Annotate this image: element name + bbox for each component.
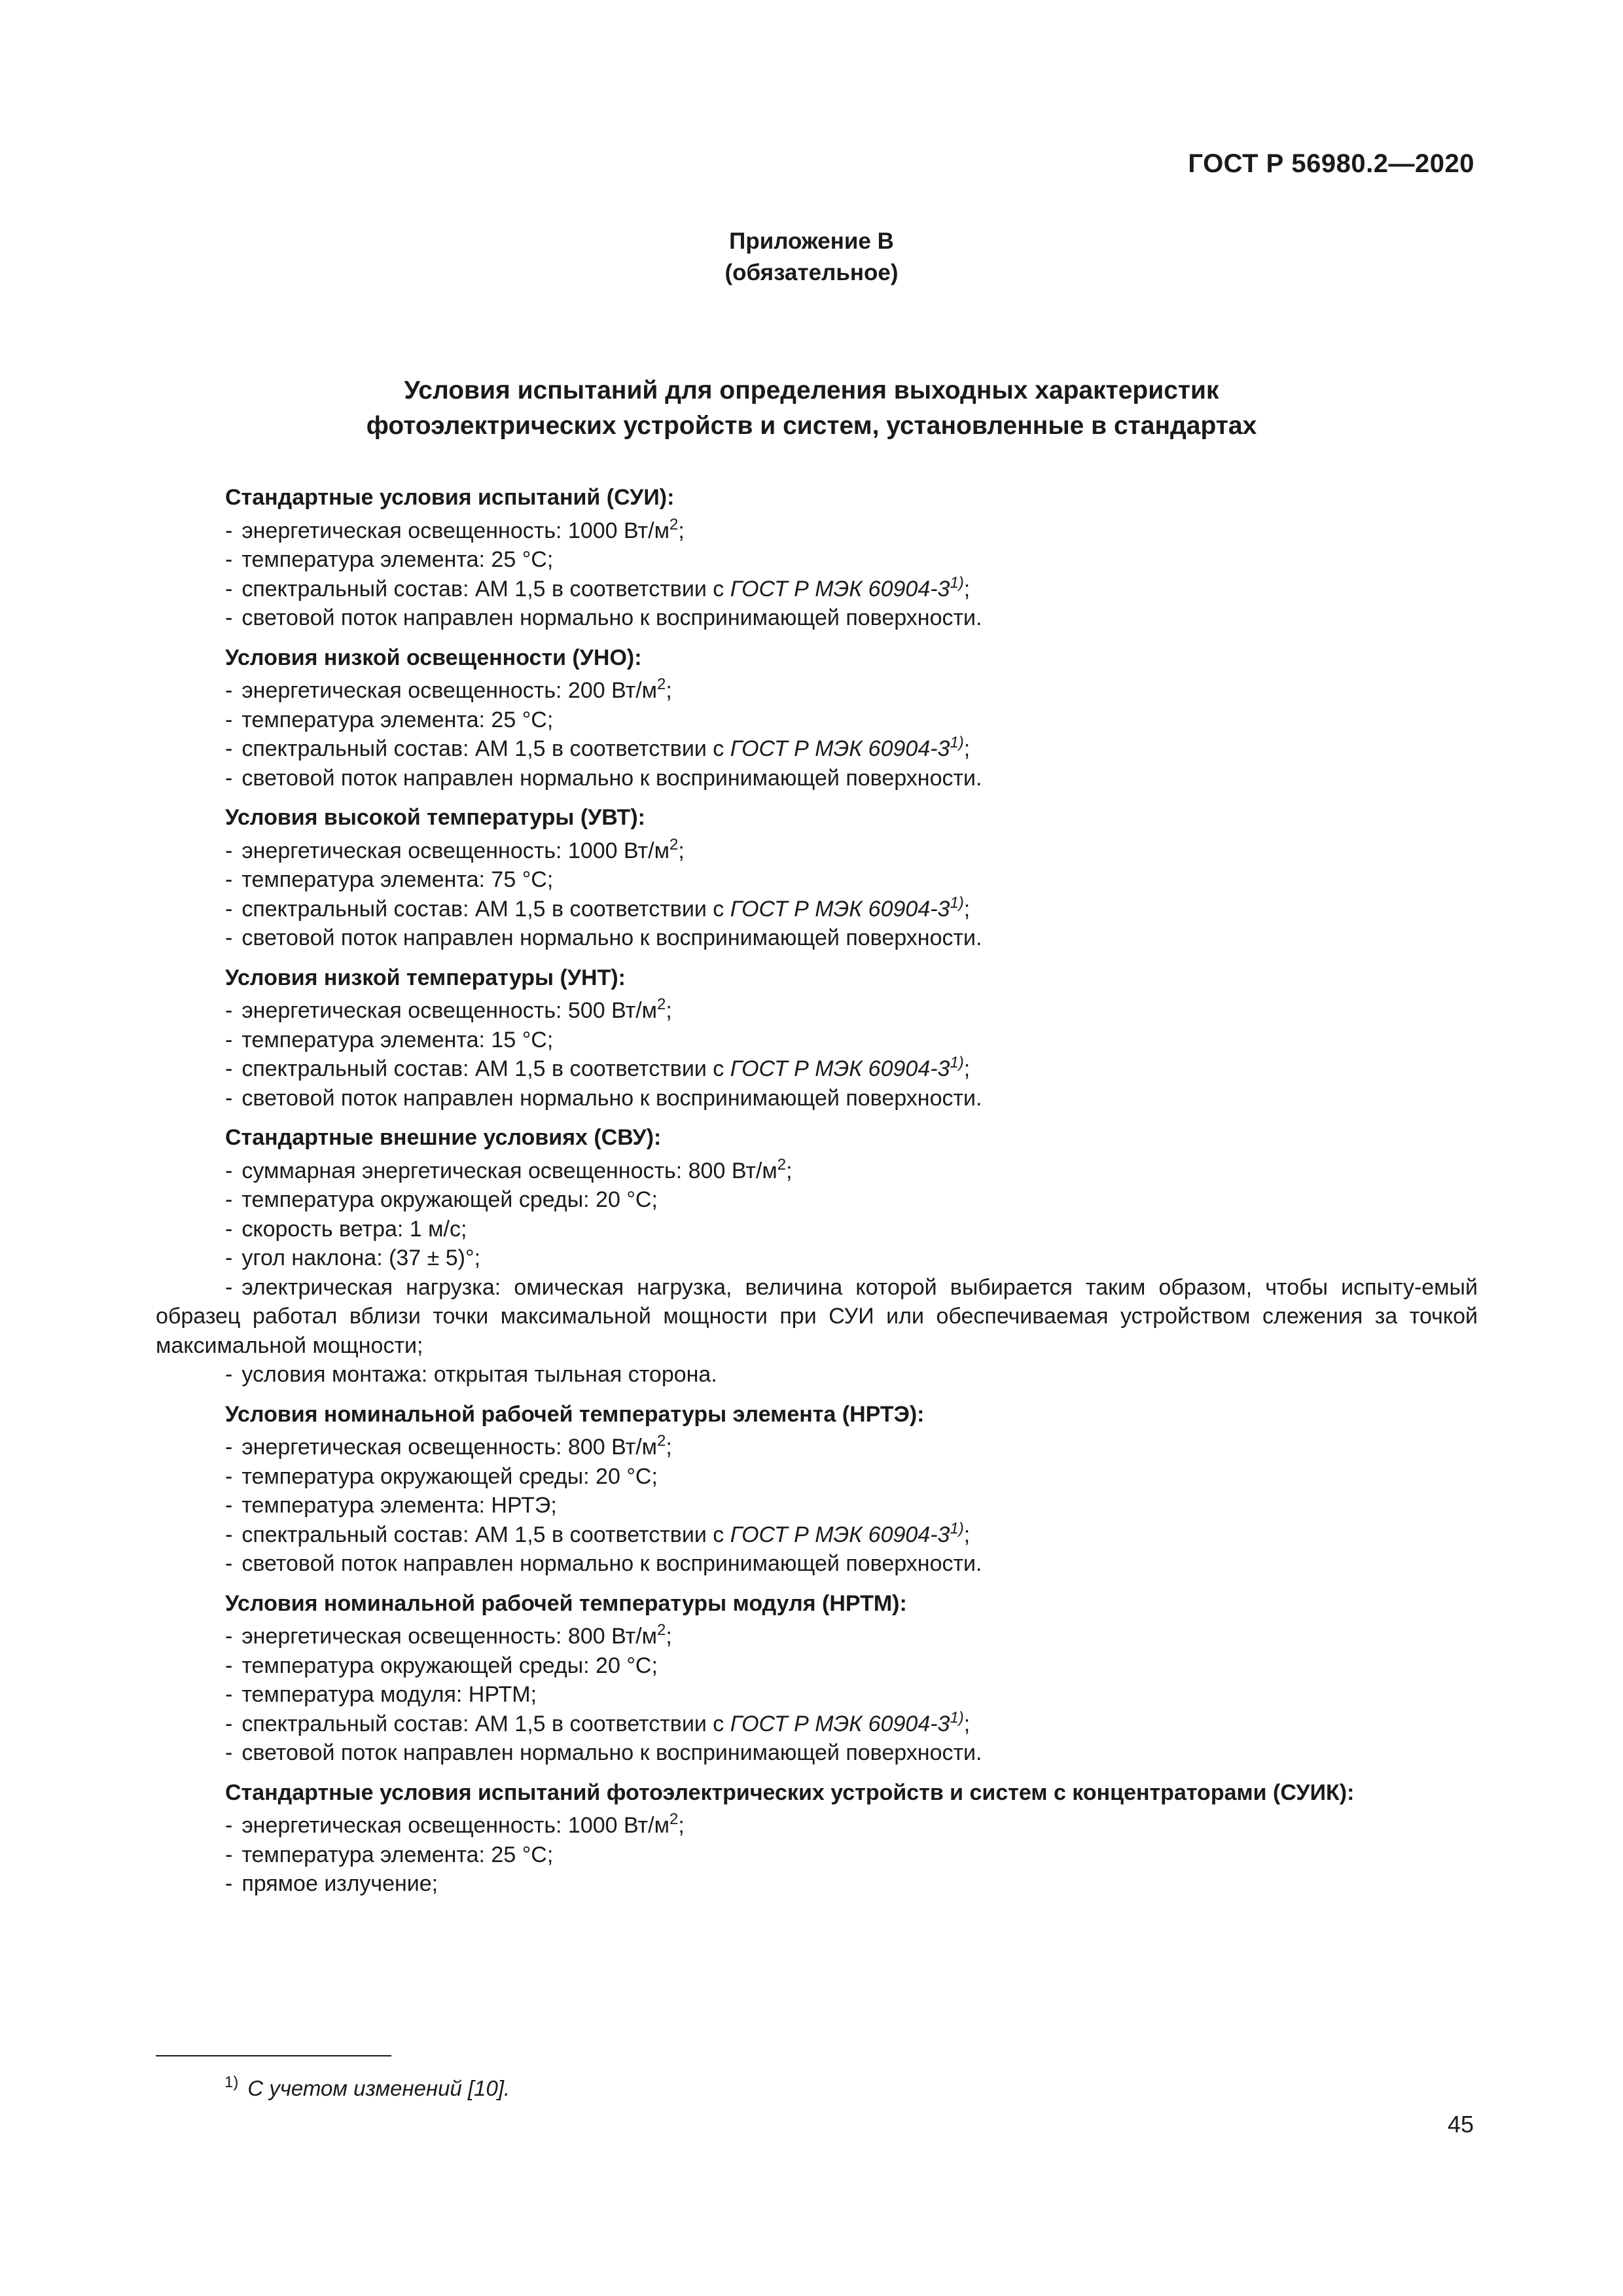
item-text: спектральный состав: АМ 1,5 в соответствии с [241,576,730,601]
list-item [156,1157,1478,1186]
list-item [156,1549,1478,1579]
item-text: энергетическая освещенность: 1000 Вт/м [241,1813,669,1838]
item-text: температура элемента: 25 °С; [241,1842,554,1867]
bullet-dash: - [225,1246,233,1270]
item-text: температура окружающей среды: 20 °С; [241,1463,658,1489]
standard-reference: ГОСТ Р МЭК 60904-3 [730,1056,950,1081]
list-item [156,1520,1478,1550]
bullet-dash: - [225,1362,233,1387]
list-item [156,545,1478,575]
superscript: 2 [669,515,679,533]
item-text: угол наклона: (37 ± 5)°; [241,1246,481,1270]
standard-reference: ГОСТ Р МЭК 60904-3 [730,576,950,601]
bullet-dash: - [225,998,233,1023]
item-text: спектральный состав: АМ 1,5 в соответствии с [241,1522,730,1547]
superscript: 2 [657,675,666,693]
footnote [224,2068,510,2103]
item-text: спектральный состав: АМ 1,5 в соответствии с [241,896,730,922]
list-item [156,1680,1478,1710]
list-item [156,1491,1478,1520]
standard-reference: ГОСТ Р МЭК 60904-3 [730,736,950,761]
list-item [156,1462,1478,1492]
item-text: световой поток направлен нормально к воспринимающей поверхности. [241,605,982,630]
list-item [156,1215,1478,1244]
item-text: прямое излучение; [241,1871,438,1896]
bullet-dash: - [225,1274,233,1300]
list-item [156,1651,1478,1681]
bullet-dash: - [225,838,233,863]
footnote-reference: 1) [950,1054,964,1071]
bullet-dash: - [225,1187,233,1212]
bullet-dash: - [225,576,233,601]
item-punctuation: ; [963,1522,971,1547]
item-text: спектральный состав: АМ 1,5 в соответствии с [241,1711,730,1736]
list-item [156,1084,1478,1113]
condition-section [156,1400,1478,1579]
page-number: 45 [1447,2111,1474,2138]
list-item [156,764,1478,793]
footnote-reference: 1) [950,893,964,912]
item-punctuation: ; [963,576,971,601]
section-heading: Стандартные условия испытаний фотоэлектрических устройств и систем с концентраторами (СУИК): [225,1780,1355,1805]
superscript: 2 [777,1155,787,1174]
list-item [156,676,1478,706]
item-punctuation: ; [678,838,685,863]
item-text: световой поток направлен нормально к воспринимающей поверхности. [241,765,982,791]
bullet-dash: - [225,1711,233,1736]
list-item [156,1811,1478,1840]
bullet-dash: - [225,1158,233,1183]
bullet-dash: - [225,925,233,950]
item-text: температура элемента: 75 °С; [241,867,554,892]
item-text: световой поток направлен нормально к воспринимающей поверхности. [241,1551,982,1576]
item-text: энергетическая освещенность: 200 Вт/м [241,678,658,703]
bullet-dash: - [225,707,233,732]
document-code: ГОСТ Р 56980.2—2020 [1188,149,1474,178]
item-text: условия монтажа: открытая тыльная сторона. [241,1362,717,1387]
superscript: 2 [657,996,666,1013]
section-heading: Условия низкой освещенности (УНО): [225,645,642,670]
list-item [156,734,1478,764]
standard-reference: ГОСТ Р МЭК 60904-3 [730,1522,950,1547]
superscript: 2 [669,1810,679,1828]
bullet-dash: - [225,1842,233,1867]
section-heading: Условия номинальной рабочей температуры модуля (НРТМ): [225,1590,907,1616]
item-text: температура окружающей среды: 20 °С; [241,1653,658,1678]
bullet-dash: - [225,736,233,761]
list-item [156,1054,1478,1084]
list-item [156,996,1478,1026]
standard-reference: ГОСТ Р МЭК 60904-3 [730,1711,950,1736]
appendix-status: (обязательное) [724,260,899,285]
appendix-title [0,373,1623,444]
item-punctuation: ; [963,1056,971,1081]
item-text: спектральный состав: АМ 1,5 в соответствии с [241,736,730,761]
bullet-dash: - [225,518,233,543]
list-item [156,1622,1478,1651]
standard-reference: ГОСТ Р МЭК 60904-3 [730,896,950,922]
list-item [156,836,1478,866]
list-item [156,865,1478,895]
bullet-dash: - [225,1871,233,1896]
item-punctuation: ; [678,1813,685,1838]
footnote-divider [156,2055,391,2056]
list-item [156,603,1478,633]
bullet-dash: - [225,867,233,892]
item-text: температура окружающей среды: 20 °С; [241,1187,658,1212]
conditions-body [156,483,1478,1909]
item-punctuation: ; [786,1158,793,1183]
list-item [156,1244,1478,1273]
item-text: скорость ветра: 1 м/с; [241,1216,467,1242]
item-punctuation: ; [666,1435,672,1460]
bullet-dash: - [225,547,233,572]
section-heading: Условия номинальной рабочей температуры элемента (НРТЭ): [225,1401,925,1427]
bullet-dash: - [225,1463,233,1489]
item-text: температура элемента: 15 °С; [241,1027,554,1052]
bullet-dash: - [225,1056,233,1081]
list-item [156,1360,1478,1390]
item-punctuation: ; [678,518,685,543]
bullet-dash: - [225,678,233,703]
list-item [156,1026,1478,1055]
list-item [156,1185,1478,1215]
item-punctuation: ; [666,1624,672,1649]
footnote-text: С учетом изменений [10]. [247,2076,510,2100]
list-item [156,1840,1478,1870]
condition-section [156,803,1478,953]
appendix-label: Приложение В [729,228,894,254]
list-item [156,1433,1478,1462]
item-punctuation: ; [963,1711,971,1736]
bullet-dash: - [225,1682,233,1707]
bullet-dash: - [225,1813,233,1838]
bullet-dash: - [225,765,233,791]
item-text: температура модуля: НРТМ; [241,1682,537,1707]
bullet-dash: - [225,1493,233,1518]
condition-section [156,643,1478,793]
item-text: энергетическая освещенность: 1000 Вт/м [241,838,669,863]
bullet-dash: - [225,1027,233,1052]
item-text: электрическая нагрузка: омическая нагрузка, величина которой выбирается таким образом, чтобы испыту-емый образец работал вблизи точки максимальной мощности при СУИ или обеспечиваемая устройством слежения за точкой максимальной мощности; [156,1274,1478,1358]
bullet-dash: - [225,1740,233,1765]
list-item [156,1273,1478,1361]
bullet-dash: - [225,605,233,630]
condition-section [156,483,1478,633]
item-text: температура элемента: 25 °С; [241,547,554,572]
item-text: температура элемента: НРТЭ; [241,1493,557,1518]
item-text: спектральный состав: АМ 1,5 в соответствии с [241,1056,730,1081]
superscript: 2 [669,835,679,853]
list-item [156,1738,1478,1768]
bullet-dash: - [225,1085,233,1111]
title-line-2: фотоэлектрических устройств и систем, установленные в стандартах [366,412,1257,440]
item-punctuation: ; [666,998,672,1023]
list-item [156,1869,1478,1899]
footnote-reference: 1) [950,734,964,751]
condition-section [156,1589,1478,1768]
list-item [156,1710,1478,1739]
bullet-dash: - [225,1551,233,1576]
item-text: энергетическая освещенность: 800 Вт/м [241,1624,658,1649]
list-item [156,575,1478,604]
bullet-dash: - [225,1522,233,1547]
item-text: световой поток направлен нормально к воспринимающей поверхности. [241,1085,982,1111]
bullet-dash: - [225,1624,233,1649]
item-text: температура элемента: 25 °С; [241,707,554,732]
item-text: суммарная энергетическая освещенность: 800 Вт/м [241,1158,777,1183]
item-text: энергетическая освещенность: 1000 Вт/м [241,518,669,543]
item-punctuation: ; [666,678,672,703]
footnote-reference: 1) [950,1519,964,1537]
list-item [156,516,1478,546]
condition-section [156,963,1478,1113]
superscript: 2 [657,1432,666,1450]
footnote-reference: 1) [950,1708,964,1727]
superscript: 2 [657,1621,666,1639]
item-punctuation: ; [963,896,971,922]
item-text: энергетическая освещенность: 500 Вт/м [241,998,658,1023]
appendix-heading [0,226,1623,289]
section-heading: Стандартные внешние условиях (СВУ): [225,1125,662,1150]
list-item [156,706,1478,735]
item-text: световой поток направлен нормально к воспринимающей поверхности. [241,925,982,950]
bullet-dash: - [225,1653,233,1678]
section-heading: Стандартные условия испытаний (СУИ): [225,485,675,510]
footnote-mark: 1) [224,2073,239,2091]
item-text: световой поток направлен нормально к воспринимающей поверхности. [241,1740,982,1765]
section-heading: Условия высокой температуры (УВТ): [225,805,645,830]
section-heading: Условия низкой температуры (УНТ): [225,965,626,990]
footnote-reference: 1) [950,573,964,592]
title-line-1: Условия испытаний для определения выходных характеристик [404,376,1219,404]
condition-section [156,1778,1478,1899]
bullet-dash: - [225,896,233,922]
list-item [156,895,1478,924]
item-text: энергетическая освещенность: 800 Вт/м [241,1435,658,1460]
item-punctuation: ; [963,736,971,761]
bullet-dash: - [225,1435,233,1460]
list-item [156,924,1478,953]
condition-section [156,1123,1478,1390]
bullet-dash: - [225,1216,233,1242]
